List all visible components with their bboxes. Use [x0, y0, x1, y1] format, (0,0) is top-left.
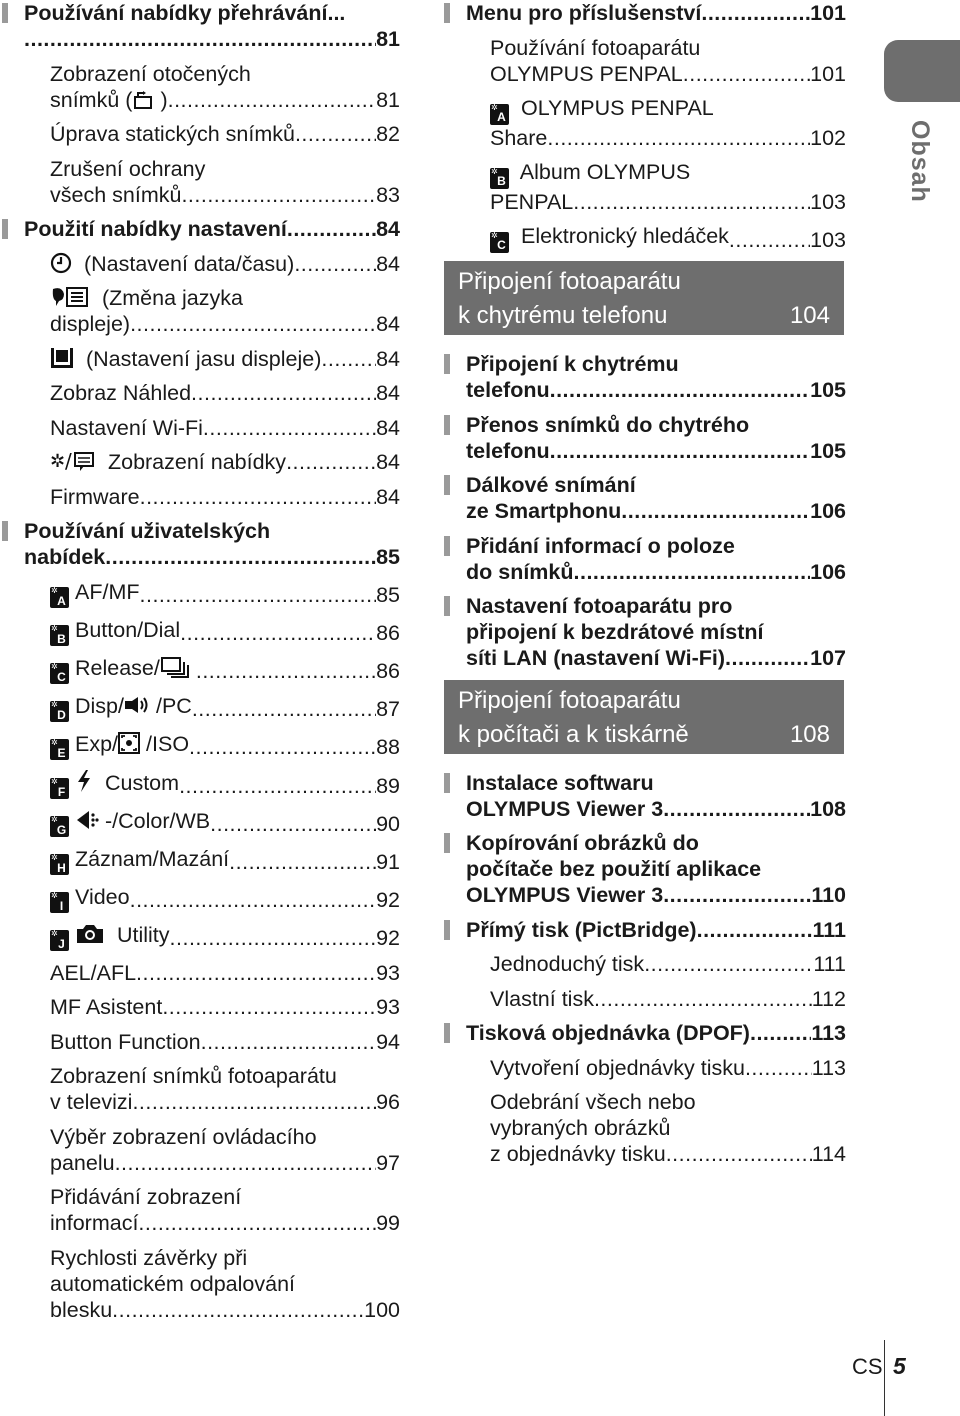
dot-leader — [550, 438, 811, 464]
toc-entry[interactable] — [0, 251, 400, 277]
toc-entry-title: do snímků — [466, 559, 574, 584]
toc-page-number: 99 — [376, 1211, 400, 1235]
camera-icon — [75, 923, 105, 945]
menu-display-icon — [50, 450, 96, 472]
dot-leader — [105, 544, 376, 570]
toc-entry[interactable] — [0, 1184, 400, 1236]
dot-leader — [294, 251, 376, 277]
toc-entry[interactable] — [0, 994, 400, 1020]
toc-entry[interactable] — [0, 884, 400, 914]
toc-entry[interactable] — [442, 986, 846, 1012]
toc-section-entry[interactable] — [442, 0, 846, 26]
dot-leader — [683, 61, 810, 87]
toc-entry[interactable] — [0, 156, 400, 208]
toc-section-entry[interactable] — [442, 533, 846, 585]
dot-leader — [189, 734, 376, 760]
toc-entry-suffix: /ISO — [146, 731, 190, 756]
footer-page-number: 5 — [893, 1353, 906, 1379]
dot-leader — [644, 951, 813, 977]
clock-icon — [50, 252, 72, 274]
dot-leader — [594, 986, 812, 1012]
toc-entry-text: Odebrání všech nebo — [490, 1090, 696, 1114]
dot-leader — [170, 925, 377, 951]
dot-leader — [140, 484, 376, 510]
custom-menu-e-icon: ✲ E — [50, 739, 69, 760]
toc-page-number: 106 — [810, 559, 846, 584]
toc-section-entry[interactable] — [442, 351, 846, 403]
metering-icon — [118, 732, 140, 754]
custom-menu-c-icon: ✲ C — [50, 663, 69, 684]
toc-page-number: 106 — [810, 499, 846, 523]
toc-entry-text: OLYMPUS PENPAL — [515, 96, 714, 120]
svg-text:/: / — [65, 450, 72, 472]
dot-leader — [287, 216, 376, 242]
toc-section-entry[interactable] — [0, 518, 400, 570]
dot-leader — [201, 1029, 376, 1055]
flash-icon — [75, 769, 93, 793]
toc-entry[interactable] — [0, 808, 400, 838]
custom-menu-j-icon: ✲ J — [50, 930, 69, 951]
dot-leader — [181, 182, 376, 208]
toc-entry-title: Jednoduchý tisk — [490, 952, 645, 976]
toc-entry[interactable] — [442, 95, 846, 151]
toc-left-column — [0, 0, 400, 1331]
toc-page-number: 105 — [810, 438, 846, 463]
dot-leader — [179, 773, 376, 799]
banner-title-line1: Připojení fotoaparátu — [458, 686, 681, 714]
dot-leader — [725, 645, 810, 671]
toc-entry-text: Používání uživatelských — [24, 519, 271, 543]
toc-entry-text: Používání fotoaparátu — [490, 35, 701, 60]
toc-entry-suffix: /PC — [155, 693, 192, 718]
dot-leader — [663, 796, 810, 822]
dot-leader — [130, 311, 376, 337]
toc-page-number: 87 — [376, 697, 400, 721]
toc-entry-title: Přímý tisk (PictBridge) — [466, 917, 697, 942]
toc-entry-title: Menu pro příslušenství — [466, 1, 702, 25]
toc-entry-text: Přidávání zobrazení — [50, 1185, 242, 1209]
toc-section-entry[interactable] — [442, 1020, 846, 1046]
toc-entry-title: Použití nabídky nastavení — [24, 217, 287, 241]
toc-page-number: 101 — [810, 61, 846, 86]
banner-page-number: 108 — [789, 720, 830, 748]
toc-page-number: 111 — [812, 917, 846, 942]
toc-entry[interactable] — [0, 121, 400, 147]
toc-entry-text: Výběr zobrazení ovládacího — [50, 1124, 317, 1149]
toc-entry[interactable] — [0, 346, 400, 372]
custom-menu-c-icon: ✲ C — [490, 232, 509, 253]
dot-leader — [180, 620, 376, 646]
custom-menu-f-icon: ✲ F — [50, 778, 69, 799]
toc-entry-title: Vlastní tisk — [490, 986, 594, 1011]
toc-page-number: 97 — [376, 1150, 400, 1175]
toc-entry-title: OLYMPUS PENPAL — [490, 61, 683, 86]
toc-entry-title: snímků ( — [50, 87, 133, 112]
toc-entry-title: Utility — [111, 922, 170, 947]
dot-leader — [203, 415, 376, 441]
toc-entry[interactable] — [0, 846, 400, 876]
toc-entry[interactable] — [0, 731, 400, 761]
chapter-tab-label: Obsah — [906, 120, 934, 203]
toc-entry-text: počítače bez použití aplikace — [466, 857, 762, 881]
toc-entry[interactable] — [0, 693, 400, 723]
toc-page-number: 92 — [376, 888, 400, 912]
dot-leader — [132, 1089, 376, 1115]
toc-entry-title: nabídek — [24, 545, 106, 569]
toc-page-number: 107 — [810, 646, 846, 670]
toc-entry[interactable] — [442, 1055, 846, 1081]
toc-entry-title: (Nastavení data/času) — [78, 251, 295, 276]
beep-icon — [124, 694, 150, 716]
toc-page-number: 113 — [811, 1055, 846, 1080]
toc-entry-title: Custom — [99, 770, 180, 795]
toc-page-number: 84 — [376, 415, 400, 440]
toc-page-number: 101 — [810, 1, 846, 25]
smartphone-section — [442, 351, 846, 671]
toc-entry[interactable] — [0, 415, 400, 441]
toc-page-number: 84 — [376, 381, 400, 405]
toc-entry-title: Zobrazení nabídky — [102, 450, 287, 474]
toc-entry-text: Zobrazení otočených — [50, 61, 251, 86]
dot-leader — [666, 1141, 812, 1167]
toc-entry-title: Exp/ — [75, 731, 119, 756]
toc-page-number: 103 — [810, 227, 846, 252]
toc-entry-text: Nastavení fotoaparátu pro — [466, 594, 733, 618]
dot-leader — [192, 696, 376, 722]
toc-page-number: 100 — [364, 1297, 400, 1322]
banner-title-line2: k chytrému telefonu — [458, 302, 668, 329]
toc-entry[interactable] — [0, 655, 400, 685]
dot-leader — [229, 849, 376, 875]
toc-entry-title: -/Color/WB — [105, 808, 211, 833]
toc-entry-title: Video — [75, 884, 130, 909]
toc-entry-text: Instalace softwaru — [466, 770, 654, 795]
toc-entry-text: Dálkové snímání — [466, 473, 636, 497]
custom-menu-b-icon: ✲ B — [490, 168, 509, 189]
toc-entry-text: Používání nabídky přehrávání... — [24, 1, 346, 25]
toc-page-number: 108 — [810, 796, 846, 821]
toc-page-number: 84 — [376, 251, 400, 276]
toc-entry-text: Zobrazení snímků fotoaparátu — [50, 1064, 337, 1088]
custom-menu-d-icon: ✲ D — [50, 701, 69, 722]
footer-language: CS — [852, 1354, 883, 1379]
toc-section-entry[interactable] — [0, 216, 400, 242]
toc-page-number: 83 — [376, 182, 400, 207]
computer-section — [442, 770, 846, 1168]
toc-entry-title: Release/ — [75, 655, 160, 680]
toc-entry[interactable] — [0, 960, 400, 986]
toc-page-number: 102 — [810, 125, 846, 150]
toc-entry-title: Elektronický hledáček — [515, 224, 729, 248]
banner-title-line1: Připojení fotoaparátu — [458, 268, 681, 295]
toc-section-entry[interactable] — [442, 770, 846, 822]
toc-entry-title: blesku — [50, 1297, 113, 1322]
toc-entry-title: ze Smartphonu — [466, 499, 622, 523]
toc-page-number: 82 — [376, 122, 400, 146]
dot-leader — [621, 498, 810, 524]
toc-page-number: 84 — [376, 450, 400, 474]
toc-entry-title: telefonu — [466, 438, 550, 463]
toc-entry[interactable] — [0, 1063, 400, 1115]
dot-leader — [550, 377, 811, 403]
toc-page-number: 84 — [376, 312, 400, 336]
toc-entry-title: panelu — [50, 1150, 115, 1175]
toc-entry-text: Přenos snímků do chytrého — [466, 412, 750, 437]
toc-entry[interactable] — [0, 1245, 400, 1323]
toc-entry-title: informací — [50, 1211, 139, 1235]
toc-page-number: 81 — [376, 27, 400, 51]
toc-entry-text: Kopírování obrázků do — [466, 831, 699, 855]
toc-page-number: 84 — [376, 346, 400, 371]
toc-entry-text: (Změna jazyka — [96, 286, 243, 310]
toc-entry-title: síti LAN (nastavení Wi-Fi) — [466, 646, 726, 670]
toc-entry[interactable] — [442, 35, 846, 87]
toc-entry[interactable] — [0, 922, 400, 952]
toc-right-column — [442, 0, 846, 1176]
dot-leader — [140, 582, 377, 608]
toc-entry-text: automatickém odpalování — [50, 1271, 296, 1296]
dot-leader — [196, 658, 376, 684]
toc-page-number: 90 — [376, 812, 400, 836]
toc-entry[interactable] — [0, 285, 400, 337]
toc-page-number: 112 — [811, 986, 846, 1011]
custom-menu-g-icon: ✲ G — [50, 816, 69, 837]
dot-leader — [697, 917, 813, 943]
toc-entry-title: Úprava statických snímků — [50, 122, 295, 146]
dot-leader — [24, 26, 376, 52]
drive-icon — [160, 656, 190, 678]
dot-leader — [745, 1055, 812, 1081]
toc-entry-text: vybraných obrázků — [490, 1116, 671, 1140]
toc-page-number: 96 — [376, 1090, 400, 1114]
toc-entry-title: AF/MF — [75, 579, 140, 604]
toc-entry-title: AEL/AFL — [50, 960, 137, 985]
toc-section-entry[interactable] — [442, 412, 846, 464]
dot-leader — [130, 887, 376, 913]
toc-entry[interactable] — [0, 484, 400, 510]
toc-entry-text: Přidání informací o poloze — [466, 533, 735, 558]
toc-entry-text: připojení k bezdrátové místní — [466, 620, 764, 644]
dot-leader — [115, 1150, 377, 1176]
toc-section-entry[interactable] — [442, 917, 846, 943]
toc-page-number: 89 — [376, 774, 400, 798]
toc-section-entry[interactable] — [0, 0, 400, 52]
dot-leader — [286, 449, 376, 475]
toc-page-number: 110 — [811, 883, 846, 907]
toc-entry-title: Disp/ — [75, 693, 124, 718]
toc-entry[interactable] — [0, 61, 400, 113]
language-icon — [50, 286, 90, 308]
toc-entry[interactable] — [442, 951, 846, 977]
svg-text:✲: ✲ — [50, 451, 66, 472]
toc-entry-title: Firmware — [50, 484, 140, 509]
dot-leader — [168, 87, 376, 113]
banner-title-line2: k počítači a k tiskárně — [458, 720, 689, 748]
dot-leader — [547, 125, 810, 151]
dot-leader — [162, 994, 376, 1020]
dot-leader — [729, 227, 810, 253]
toc-entry-title: displeje) — [50, 312, 131, 336]
custom-menu-h-icon: ✲ H — [50, 854, 69, 875]
toc-page-number: 105 — [810, 378, 846, 402]
toc-entry-title: z objednávky tisku — [490, 1142, 666, 1166]
toc-page-number: 93 — [376, 960, 400, 985]
toc-page-number: 86 — [376, 621, 400, 645]
toc-entry-title: všech snímků — [50, 182, 182, 207]
dot-leader — [321, 346, 376, 372]
quality-icon — [75, 809, 99, 831]
toc-entry-suffix: ) — [160, 87, 168, 112]
toc-page-number: 114 — [811, 1142, 846, 1166]
toc-entry[interactable] — [442, 159, 846, 215]
toc-page-number: 103 — [810, 189, 846, 214]
toc-page-number: 84 — [376, 217, 400, 241]
toc-entry[interactable] — [442, 223, 846, 253]
toc-page-number: 88 — [376, 735, 400, 759]
toc-entry[interactable] — [0, 579, 400, 609]
dot-leader — [701, 0, 810, 26]
toc-entry-title: Vytvoření objednávky tisku — [490, 1055, 745, 1080]
dot-leader — [750, 1020, 811, 1046]
accessory-section — [442, 0, 846, 253]
toc-entry[interactable] — [0, 449, 400, 475]
footer-divider — [884, 1340, 885, 1416]
toc-entry[interactable] — [0, 1029, 400, 1055]
toc-entry-title: (Nastavení jasu displeje) — [80, 346, 322, 371]
toc-page-number: 94 — [376, 1029, 400, 1054]
toc-entry[interactable] — [442, 1089, 846, 1167]
toc-entry-text: Rychlosti závěrky při — [50, 1245, 248, 1270]
toc-entry[interactable] — [0, 380, 400, 406]
toc-entry[interactable] — [0, 617, 400, 647]
dot-leader — [191, 380, 376, 406]
toc-section-entry[interactable] — [442, 830, 846, 908]
toc-page-number: 92 — [376, 926, 400, 950]
toc-page-number: 113 — [811, 1021, 846, 1045]
toc-entry-title: PENPAL — [490, 189, 574, 214]
dot-leader — [663, 882, 811, 908]
chapter-tab[interactable] — [884, 40, 960, 102]
dot-leader — [295, 121, 376, 147]
toc-page-number: 111 — [813, 952, 846, 976]
toc-entry-title: Zobraz Náhled — [50, 381, 192, 405]
toc-entry-title: Button Function — [50, 1029, 201, 1054]
banner-page-number: 104 — [789, 302, 830, 329]
dot-leader — [210, 811, 376, 837]
toc-entry-title: Nastavení Wi-Fi — [50, 415, 203, 440]
rotate-icon — [132, 90, 154, 110]
toc-entry-title: v televizi — [50, 1090, 133, 1114]
section-banner-smartphone — [444, 261, 844, 335]
toc-entry-title: telefonu — [466, 378, 550, 402]
custom-menu-a-icon: ✲ A — [490, 104, 509, 125]
toc-section-entry[interactable] — [442, 472, 846, 524]
toc-entry-title: Záznam/Mazání — [75, 846, 230, 871]
toc-page-number: 84 — [376, 484, 400, 509]
toc-entry-text: Připojení k chytrému — [466, 352, 679, 376]
custom-menu-a-icon: ✲ A — [50, 587, 69, 608]
toc-page-number: 91 — [376, 850, 400, 874]
dot-leader — [136, 960, 376, 986]
brightness-icon — [50, 347, 74, 369]
toc-entry-title: Tisková objednávka (DPOF) — [466, 1021, 750, 1045]
custom-menu-i-icon: ✲ I — [50, 892, 69, 913]
toc-entry-title: Share — [490, 125, 548, 150]
toc-entry-title: OLYMPUS Viewer 3 — [466, 796, 664, 821]
custom-menu-b-icon: ✲ B — [50, 625, 69, 646]
toc-page-number: 85 — [376, 545, 400, 569]
toc-page-number: 81 — [376, 87, 400, 112]
toc-entry[interactable] — [0, 1124, 400, 1176]
dot-leader — [138, 1210, 376, 1236]
toc-entry-text: Album OLYMPUS — [515, 160, 691, 184]
dot-leader — [112, 1297, 364, 1323]
toc-entry-title: MF Asistent — [50, 995, 163, 1019]
toc-section-entry[interactable] — [442, 593, 846, 671]
section-banner-computer — [444, 680, 844, 754]
toc-entry-title: OLYMPUS Viewer 3 — [466, 883, 664, 907]
dot-leader — [573, 189, 810, 215]
toc-page-number: 93 — [376, 995, 400, 1019]
toc-page-number: 86 — [376, 659, 400, 683]
toc-entry-text: Zrušení ochrany — [50, 156, 206, 181]
toc-entry-title: Button/Dial — [75, 617, 181, 642]
toc-entry[interactable] — [0, 769, 400, 800]
dot-leader — [574, 559, 811, 585]
toc-page-number: 85 — [376, 583, 400, 607]
